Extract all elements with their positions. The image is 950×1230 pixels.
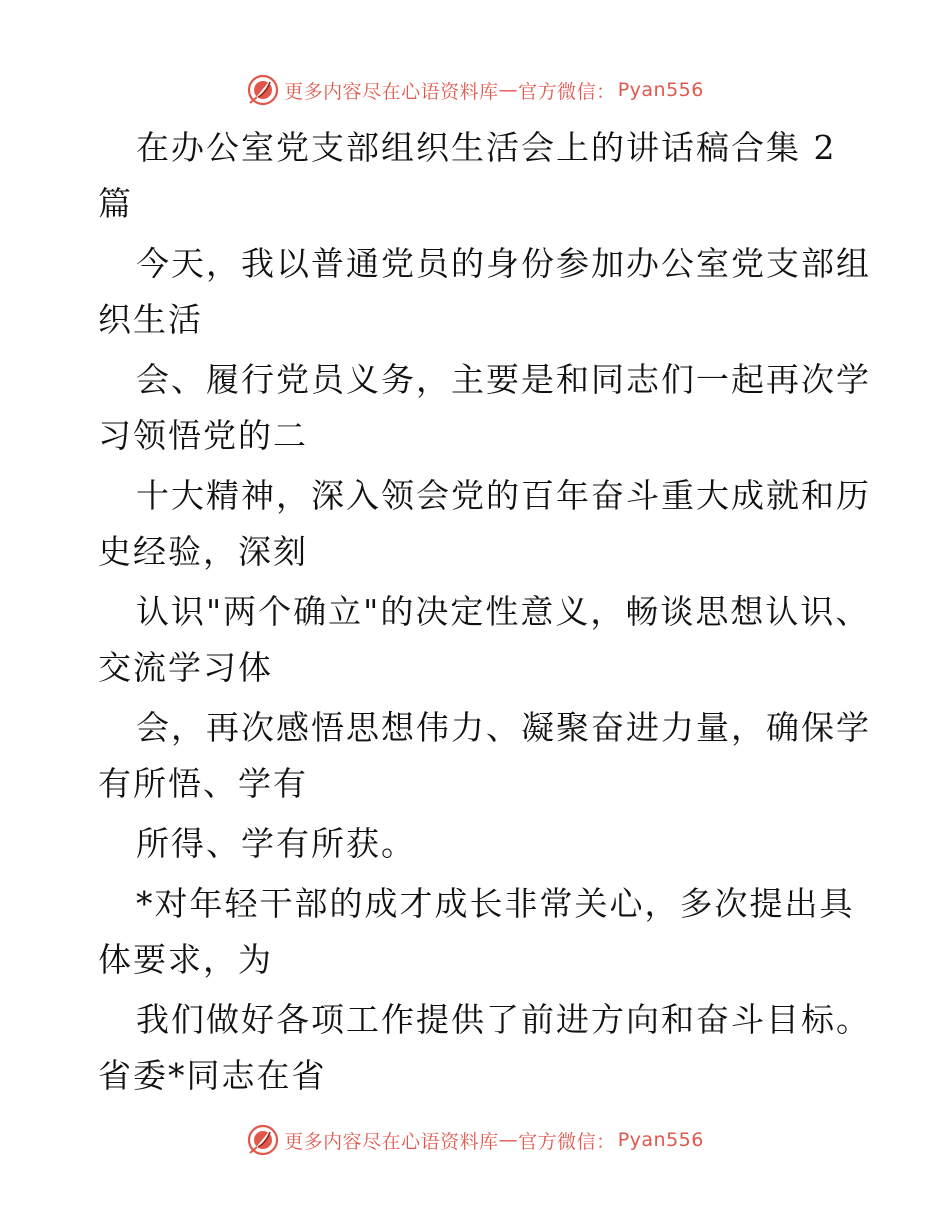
- watermark-wechat-id: Pyan556: [617, 1129, 704, 1151]
- watermark-separator: —: [498, 79, 519, 101]
- watermark-site-text: 更多内容尽在心语资料库: [284, 80, 499, 103]
- doc-line: 会，再次感悟思想伟力、凝聚奋进力量，确保学: [136, 708, 871, 747]
- feather-logo-icon: [246, 1123, 280, 1157]
- doc-line: 体要求，为: [98, 940, 273, 979]
- watermark-site-text: 更多内容尽在心语资料库: [284, 1130, 499, 1153]
- doc-line: 史经验，深刻: [98, 532, 308, 571]
- watermark-footer: [0, 1120, 950, 1160]
- watermark-wechat-id: Pyan556: [617, 79, 704, 101]
- doc-line: 习领悟党的二: [98, 416, 308, 455]
- doc-line: 今天，我以普通党员的身份参加办公室党支部组: [136, 244, 871, 283]
- watermark-wechat-label: 官方微信：: [518, 80, 616, 103]
- document-body: [98, 120, 871, 1104]
- doc-line: 织生活: [98, 300, 203, 339]
- doc-line: 认识"两个确立"的决定性意义，畅谈思想认识、: [136, 592, 871, 631]
- watermark-separator: —: [498, 1129, 519, 1151]
- doc-line: 有所悟、学有: [98, 764, 308, 803]
- doc-line: 会、履行党员义务，主要是和同志们一起再次学: [136, 360, 871, 399]
- doc-line: 我们做好各项工作提供了前进方向和奋斗目标。: [136, 1000, 871, 1039]
- doc-line: 交流学习体: [98, 648, 273, 687]
- feather-logo-icon: [246, 73, 280, 107]
- doc-line: 省委*同志在省: [98, 1056, 327, 1095]
- watermark-wechat-label: 官方微信：: [518, 1130, 616, 1153]
- doc-title-line-1: 在办公室党支部组织生活会上的讲话稿合集 2: [136, 128, 837, 167]
- doc-title-line-2: 篇: [98, 184, 133, 223]
- doc-line: *对年轻干部的成才成长非常关心，多次提出具: [136, 884, 855, 923]
- doc-line: 所得、学有所获。: [136, 824, 416, 863]
- doc-line: 十大精神，深入领会党的百年奋斗重大成就和历: [136, 476, 871, 515]
- watermark-header: [0, 70, 950, 110]
